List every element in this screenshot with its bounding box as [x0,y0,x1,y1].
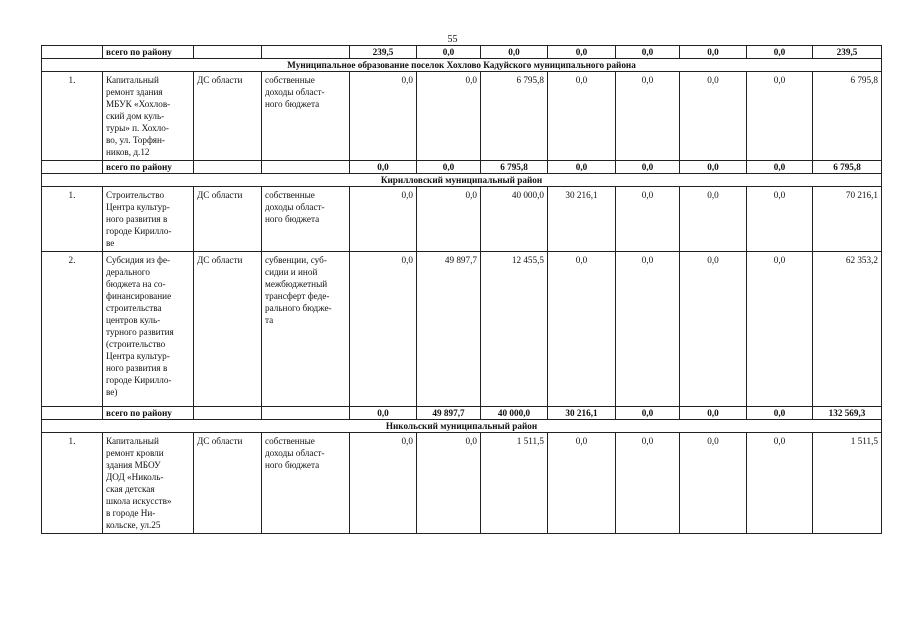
value-cell: 0,0 [616,187,680,252]
value-cell: 49 897,7 [417,252,481,407]
object-name: Строительство Центра культур- ного развития в городе Кирилло- ве [103,187,194,252]
row-number: 1. [42,72,103,161]
section-title: Муниципальное образование поселок Хохлово Кадуйского муниципального района [42,59,882,72]
district-total-row [42,161,882,174]
value-cell: 6 795,8 [813,161,882,174]
value-cell: 0,0 [616,46,680,59]
value-cell: 6 795,8 [813,72,882,161]
value-cell: 0,0 [747,433,813,534]
value-cell: 6 795,8 [481,161,548,174]
value-cell: 0,0 [747,187,813,252]
value-cell: 0,0 [417,433,481,534]
funding-source: собственные доходы област- ного бюджета [262,187,350,252]
value-cell: 0,0 [350,252,417,407]
value-cell: 239,5 [350,46,417,59]
value-cell: 0,0 [616,72,680,161]
row-number: 2. [42,252,103,407]
value-cell: 49 897,7 [417,407,481,420]
section-header-row [42,420,882,433]
value-cell: 40 000,0 [481,187,548,252]
value-cell: 30 216,1 [548,187,616,252]
value-cell: 0,0 [747,161,813,174]
value-cell: 0,0 [481,46,548,59]
value-cell: 0,0 [417,161,481,174]
value-cell: 0,0 [548,252,616,407]
value-cell: 1 511,5 [481,433,548,534]
value-cell: 12 455,5 [481,252,548,407]
funding-source: субвенции, суб- сидии и иной межбюджетный трансферт феде- рального бюдже- та [262,252,350,407]
row-number: 1. [42,433,103,534]
value-cell: 1 511,5 [813,433,882,534]
value-cell: 0,0 [680,46,747,59]
page-number: 55 [447,34,458,45]
value-cell: 0,0 [548,72,616,161]
customer-cell: ДС области [194,252,262,407]
table-row [42,252,882,407]
value-cell: 0,0 [548,46,616,59]
value-cell: 239,5 [813,46,882,59]
customer-cell: ДС области [194,433,262,534]
value-cell: 30 216,1 [548,407,616,420]
value-cell: 0,0 [548,161,616,174]
table-row [42,72,882,161]
value-cell: 0,0 [616,252,680,407]
value-cell: 0,0 [350,187,417,252]
value-cell: 0,0 [616,433,680,534]
total-label: всего по району [103,161,194,174]
value-cell: 0,0 [417,72,481,161]
row-number: 1. [42,187,103,252]
value-cell: 0,0 [747,252,813,407]
value-cell: 0,0 [747,407,813,420]
value-cell: 62 353,2 [813,252,882,407]
funding-source: собственные доходы област- ного бюджета [262,72,350,161]
district-total-row [42,46,882,59]
section-header-row [42,174,882,187]
value-cell: 0,0 [680,433,747,534]
value-cell: 0,0 [417,187,481,252]
value-cell: 40 000,0 [481,407,548,420]
value-cell: 70 216,1 [813,187,882,252]
value-cell: 0,0 [350,72,417,161]
value-cell: 0,0 [350,407,417,420]
district-total-row [42,407,882,420]
total-label: всего по району [103,46,194,59]
value-cell: 0,0 [680,72,747,161]
value-cell: 0,0 [616,407,680,420]
value-cell: 0,0 [747,46,813,59]
total-label: всего по району [103,407,194,420]
value-cell: 0,0 [680,407,747,420]
table-row [42,187,882,252]
budget-table [41,45,882,534]
section-title: Никольский муниципальный район [42,420,882,433]
value-cell: 0,0 [616,161,680,174]
object-name: Капитальный ремонт здания МБУК «Хохлов- ский дом куль- туры» п. Хохло- во, ул. Торфян- ников, д.12 [103,72,194,161]
value-cell: 132 569,3 [813,407,882,420]
value-cell: 0,0 [350,161,417,174]
value-cell: 6 795,8 [481,72,548,161]
value-cell: 0,0 [680,252,747,407]
table-row [42,433,882,534]
value-cell: 0,0 [680,187,747,252]
object-name: Капитальный ремонт кровли здания МБОУ ДОД «Николь- ская детская школа искусств» в городе Ни- кольске, ул.25 [103,433,194,534]
section-header-row [42,59,882,72]
customer-cell: ДС области [194,187,262,252]
section-title: Кирилловский муниципальный район [42,174,882,187]
value-cell: 0,0 [548,433,616,534]
value-cell: 0,0 [680,161,747,174]
value-cell: 0,0 [350,433,417,534]
value-cell: 0,0 [747,72,813,161]
object-name: Субсидия из фе- дерального бюджета на со- финансирование строительства центров куль- турного развития (строительство Центра культур- ного развития в городе Кирилло- ве) [103,252,194,407]
customer-cell: ДС области [194,72,262,161]
value-cell: 0,0 [417,46,481,59]
funding-source: собственные доходы област- ного бюджета [262,433,350,534]
